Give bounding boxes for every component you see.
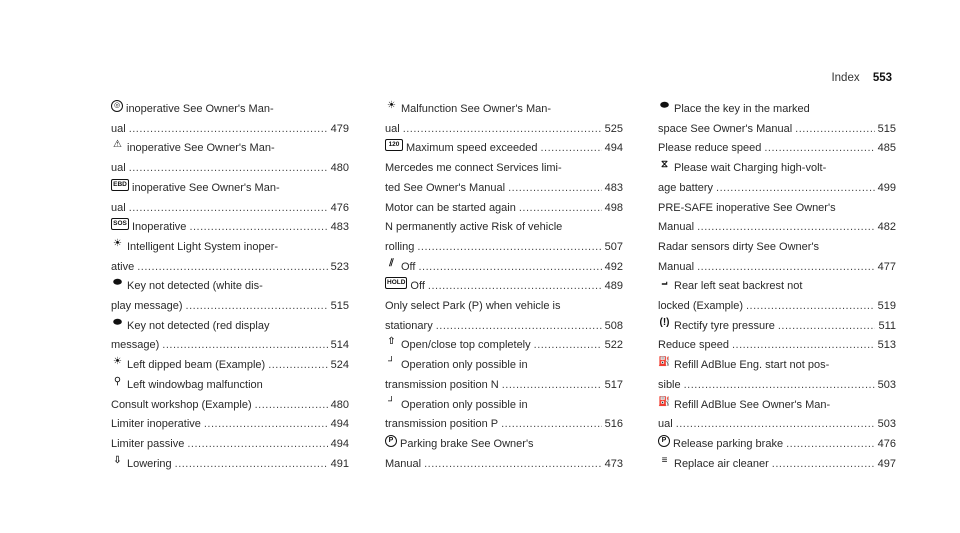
entry-line [385,100,623,120]
page-reference: 477 [877,260,896,273]
index-entry [658,238,896,277]
ebd-icon: EBD [111,179,129,191]
entry-line [385,415,623,435]
entry-text: Consult workshop (Example) [111,398,252,411]
page-reference: 508 [604,319,623,332]
seat-icon: ⨼ [661,277,668,289]
entry-line [658,100,896,120]
index-column-1 [111,100,349,474]
entry-line [658,258,896,278]
leader-dots [255,396,328,416]
index-entry [385,139,623,159]
parking-icon: P [658,435,670,447]
page-reference: 476 [330,201,349,214]
entry-line [111,139,349,159]
leader-dots [186,297,328,317]
leader-dots [786,435,875,455]
index-entry [385,277,623,297]
entry-line [111,218,349,238]
adblue-icon: ⛽ [658,356,671,368]
key-icon: ⬬ [113,277,122,289]
index-entry [658,455,896,475]
index-entry [658,396,896,435]
leader-dots [676,415,875,435]
entry-line [385,139,623,159]
page-reference: 523 [330,260,349,273]
entry-line [385,120,623,140]
index-entry [658,139,896,159]
index-entry [385,297,623,336]
entry-text: ted See Owner's Manual [385,181,506,194]
entry-line [658,317,896,337]
light-icon: ☀ [113,237,122,249]
entry-line [111,179,349,199]
entry-text: ual [111,162,126,175]
page-reference: 511 [878,319,896,332]
entry-line [111,277,349,297]
page-reference: 485 [877,142,896,155]
entry-text: Radar sensors dirty See Owner's [658,240,820,253]
page-reference: 517 [604,378,623,391]
leader-dots [187,435,327,455]
entry-line [111,415,349,435]
entry-text: inoperative See Owner's Man- [127,142,275,155]
entry-text: Refill AdBlue Eng. start not pos- [674,359,830,372]
entry-line [658,199,896,219]
page-reference: 513 [877,339,896,352]
index-entry [385,258,623,278]
light-icon: ☀ [113,356,122,368]
entry-text: ual [385,122,400,135]
leader-dots [795,120,874,140]
leader-dots [772,455,875,475]
leader-dots [417,238,601,258]
sos-icon: SOS [111,218,129,230]
entry-text: Parking brake See Owner's [400,437,534,450]
page-reference: 482 [877,221,896,234]
entry-text: Please reduce speed [658,142,762,155]
entry-text: PRE-SAFE inoperative See Owner's [658,201,836,214]
entry-line [385,159,623,179]
entry-text: Off [401,260,416,273]
entry-line [111,435,349,455]
leader-dots [697,218,875,238]
entry-text: ual [111,122,126,135]
leader-dots [204,415,328,435]
page-reference: 494 [330,437,349,450]
leader-dots [746,297,875,317]
entry-text: locked (Example) [658,300,743,313]
entry-text: transmission position N [385,378,499,391]
trunk-icon: ⇧ [387,336,396,348]
index-entry [385,218,623,257]
entry-text: message) [111,339,160,352]
entry-line [111,376,349,396]
entry-text: Manual [658,260,695,273]
entry-line [111,336,349,356]
entry-line [111,100,349,120]
page-reference: 516 [604,418,623,431]
lane-icon: ⫽ [389,257,394,269]
entry-line [111,120,349,140]
entry-text: inoperative See Owner's Man- [126,103,274,115]
index-entry [111,376,349,396]
entry-text: Left windowbag malfunction [127,378,263,391]
leader-dots [502,376,602,396]
entry-text: inoperative See Owner's Man- [132,181,280,194]
index-entry [111,179,349,218]
index-entry [658,277,896,316]
entry-text: N permanently active Risk of vehicle [385,221,563,234]
entry-text: ual [111,201,126,214]
entry-text: Limiter passive [111,437,185,450]
leader-dots [189,218,327,238]
page-reference: 498 [604,201,623,214]
entry-line [658,336,896,356]
entry-text: ative [111,260,135,273]
index-entry [658,100,896,139]
entry-text: transmission position P [385,418,499,431]
page-reference: 503 [877,418,896,431]
page-reference: 519 [877,300,896,313]
page-reference: 480 [330,162,349,175]
index-entry [658,435,896,455]
index-entry [111,100,349,139]
entry-line [658,297,896,317]
filter-icon: ≡ [661,454,668,466]
entry-text: sible [658,378,681,391]
leader-dots [540,139,601,159]
entry-line [658,455,896,475]
entry-line [385,455,623,475]
entry-text: play message) [111,300,183,313]
page-reference: 514 [330,339,349,352]
leader-dots [129,199,328,219]
lowering-icon: ⇩ [113,454,122,466]
entry-text: Limiter inoperative [111,418,201,431]
entry-text: Key not detected (white dis- [127,280,263,293]
section-title: Index [831,72,860,84]
page-reference: 480 [330,398,349,411]
entry-text: Manual [658,221,695,234]
index-entry [111,455,349,475]
index-entry [111,218,349,238]
page-header [831,72,892,84]
entry-line [385,218,623,238]
page-reference: 497 [877,457,896,470]
entry-line [385,317,623,337]
page-reference: 489 [604,280,623,293]
entry-text: Key not detected (red display [127,319,270,332]
entry-text: Off [410,280,425,293]
index-entry [385,356,623,395]
entry-text: Reduce speed [658,339,729,352]
entry-line [658,120,896,140]
entry-line [658,139,896,159]
entry-line [658,218,896,238]
index-entry [385,199,623,219]
index-entry [658,336,896,356]
entry-line [658,415,896,435]
leader-dots [534,336,602,356]
index-entry [385,435,623,474]
tyre-icon: (!) [659,316,670,328]
index-entry [111,317,349,356]
index-entry [111,277,349,316]
entry-text: Lowering [127,457,172,470]
index-entry [111,435,349,455]
entry-text: Rear left seat backrest not [674,280,803,293]
index-entry [658,199,896,238]
page-reference: 494 [330,418,349,431]
leader-dots [778,317,876,337]
leader-dots [418,258,601,278]
leader-dots [428,277,602,297]
entry-line [658,435,896,455]
leader-dots [684,376,875,396]
entry-text: Only select Park (P) when vehicle is [385,300,561,313]
windowbag-icon: ⚲ [113,375,122,387]
entry-text: Replace air cleaner [674,457,769,470]
leader-dots [162,336,327,356]
leader-dots [732,336,875,356]
page-reference: 476 [877,437,896,450]
leader-dots [403,120,602,140]
entry-line [385,396,623,416]
entry-line [658,356,896,376]
index-entry [658,356,896,395]
seatbelt-icon: ⚠ [113,139,122,151]
entry-text: Please wait Charging high-volt- [674,162,827,175]
leader-dots [424,455,602,475]
entry-text: Motor can be started again [385,201,516,214]
entry-line [111,317,349,337]
page-reference: 525 [604,122,623,135]
leader-dots [519,199,602,219]
page-reference: 507 [604,240,623,253]
leader-dots [697,258,875,278]
entry-text: Malfunction See Owner's Man- [401,103,552,115]
entry-line [658,396,896,416]
entry-text: Rectify tyre pressure [674,319,775,332]
index-column-2 [385,100,623,474]
entry-line [385,238,623,258]
entry-text: rolling [385,240,415,253]
entry-line [658,376,896,396]
adblue-icon: ⛽ [658,395,671,407]
entry-text: Place the key in the marked [674,103,810,115]
charge-icon: ⧖ [660,159,669,171]
entry-line [385,277,623,297]
page-reference: 515 [877,122,896,135]
brakepedal-icon: ┘ [387,356,396,368]
page-reference: 494 [604,142,623,155]
entry-line [658,238,896,258]
brakepedal-icon: ┘ [387,395,396,407]
entry-text: Mercedes me connect Services limi- [385,162,562,175]
entry-line [385,258,623,278]
page-reference: 473 [604,457,623,470]
index-entry [385,336,623,356]
entry-text: stationary [385,319,433,332]
entry-line [658,159,896,179]
key-icon: ⬬ [660,100,669,111]
leader-dots [764,139,874,159]
leader-dots [436,317,602,337]
entry-text: Inoperative [132,221,187,234]
page-reference: 499 [877,181,896,194]
entry-text: Release parking brake [673,437,784,450]
leader-dots [175,455,328,475]
key-icon: ⬬ [113,316,122,328]
page-reference: 483 [330,221,349,234]
entry-line [111,396,349,416]
entry-line [385,179,623,199]
entry-text: ual [658,418,673,431]
leader-dots [716,179,875,199]
entry-text: space See Owner's Manual [658,122,793,135]
entry-text: age battery [658,181,714,194]
entry-text: Refill AdBlue See Owner's Man- [674,398,831,411]
leader-dots [129,159,328,179]
entry-line [658,179,896,199]
entry-line [111,258,349,278]
leader-dots [268,356,327,376]
index-entry [111,356,349,376]
entry-text: Operation only possible in [401,359,528,372]
leader-dots [129,120,328,140]
leader-dots [508,179,602,199]
page-reference: 483 [604,181,623,194]
entry-text: Open/close top completely [401,339,531,352]
page-reference: 492 [604,260,623,273]
page-reference: 524 [330,359,349,372]
index-entry [111,139,349,178]
light-icon: ☀ [387,100,396,111]
page-reference: 522 [604,339,623,352]
index-entry [385,396,623,435]
entry-text: Intelligent Light System inoper- [127,240,279,253]
entry-line [111,199,349,219]
parking-icon: P [385,435,397,447]
page-reference: 491 [330,457,349,470]
index-entry [111,415,349,435]
abs-icon: ◎ [111,100,123,112]
index-entry [385,100,623,139]
entry-line [385,356,623,376]
entry-line [385,336,623,356]
page-reference: 503 [877,378,896,391]
entry-line [111,297,349,317]
entry-line [385,376,623,396]
index-entry [385,159,623,198]
index-entry [658,317,896,337]
entry-line [111,159,349,179]
index-entry [111,238,349,277]
entry-text: Maximum speed exceeded [406,142,538,155]
entry-line [385,297,623,317]
page-number: 553 [872,72,892,84]
page-reference: 515 [330,300,349,313]
hold-icon: HOLD [385,277,407,289]
entry-line [658,277,896,297]
index-entry [111,396,349,416]
entry-text: Operation only possible in [401,398,528,411]
leader-dots [501,415,602,435]
speed-icon: 120 [385,139,403,151]
leader-dots [137,258,327,278]
entry-line [111,238,349,258]
index-column-3 [658,100,896,474]
entry-line [385,199,623,219]
entry-line [111,356,349,376]
entry-line [111,455,349,475]
entry-text: Manual [385,457,422,470]
page-reference: 479 [330,122,349,135]
index-entry [658,159,896,198]
entry-line [385,435,623,455]
entry-text: Left dipped beam (Example) [127,359,266,372]
